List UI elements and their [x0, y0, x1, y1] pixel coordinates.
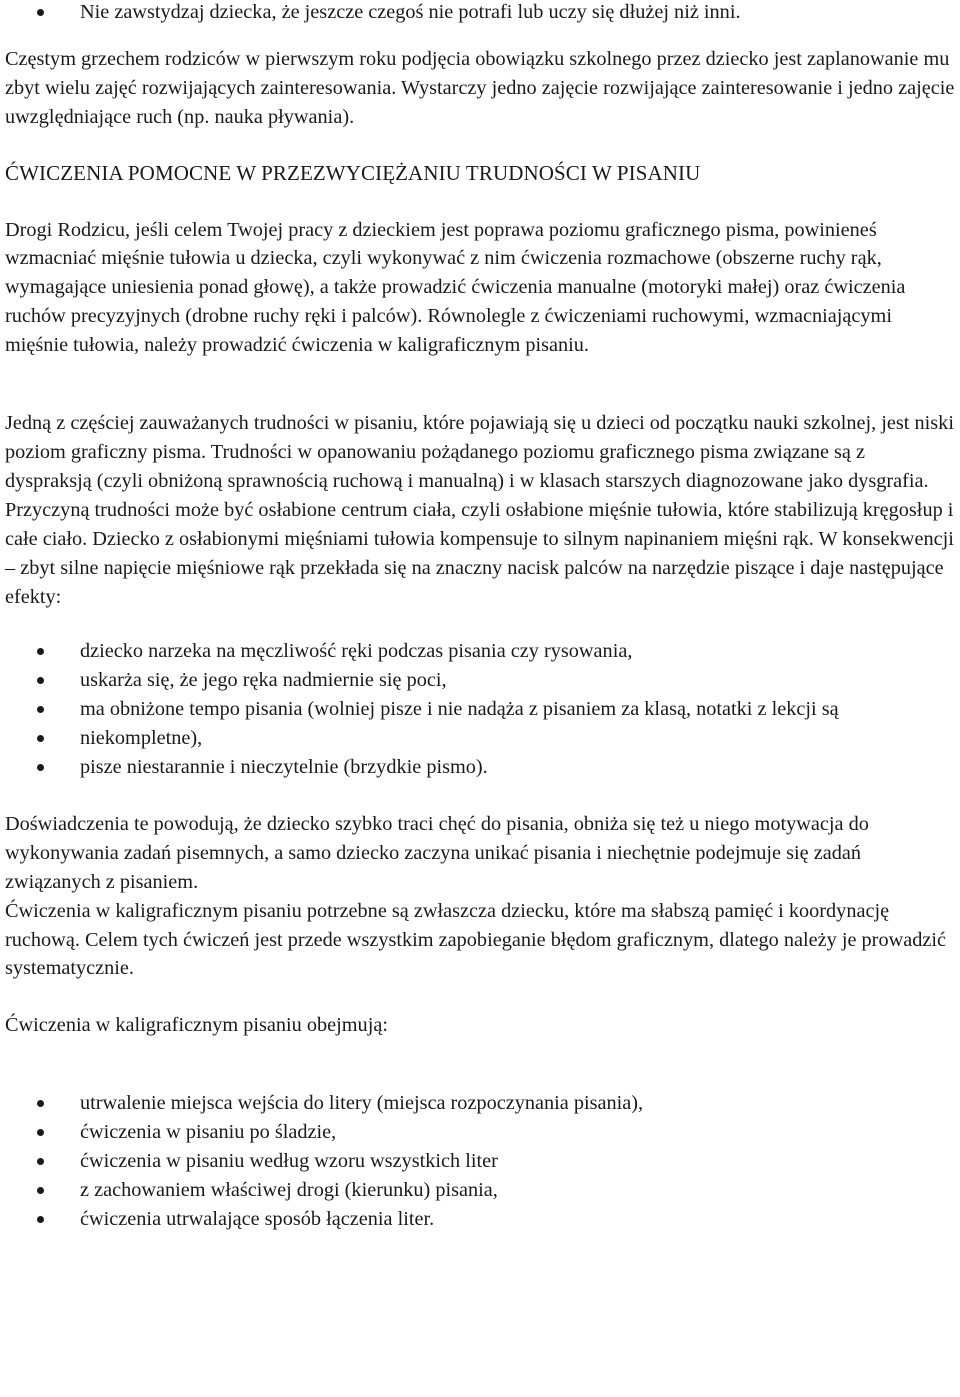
- list-item: z zachowaniem właściwej drogi (kierunku) pisania,: [5, 1176, 955, 1205]
- section-heading: ĆWICZENIA POMOCNE W PRZEZWYCIĘŻANIU TRUDNOŚCI W PISANIU: [5, 160, 701, 185]
- list-item: Nie zawstydzaj dziecka, że jeszcze czegoś nie potrafi lub uczy się dłużej niż inni.: [5, 0, 955, 27]
- list-item: ćwiczenia utrwalające sposób łączenia liter.: [5, 1205, 955, 1234]
- list-item: ma obniżone tempo pisania (wolniej pisze i nie nadąża z pisaniem za klasą, notatki z lekcji są: [5, 695, 955, 724]
- list-item: niekompletne),: [5, 724, 955, 753]
- difficulties-paragraph: Jedną z częściej zauważanych trudności w pisaniu, które pojawiają się u dzieci od początku nauki szkolnej, jest niski poziom graficzny pisma. Trudności w opanowaniu pożądanego poziomu graficznego pisma związane są z dyspraksją (czyli obniżoną sprawnością ruchową i manualną) i w klasach starszych diagnozowane jako dysgrafia. Przyczyną trudności może być osłabione centrum ciała, czyli osłabione mięśnie tułowia, które stabilizują kręgosłup i całe ciało. Dziecko z osłabionymi mięśniami tułowia kompensuje to silnym napinaniem mięśni rąk. W konsekwencji – zbyt silne napięcie mięśniowe rąk przekłada się na znaczny nacisk palców na narzędzie piszące i daje następujące efekty:: [5, 412, 954, 608]
- list-item: uskarża się, że jego ręka nadmiernie się poci,: [5, 666, 955, 695]
- document-page: [5, 0, 955, 1234]
- experiences-paragraph: Doświadczenia te powodują, że dziecko szybko traci chęć do pisania, obniża się też u niego motywacja do wykonywania zadań pisemnych, a samo dziecko zaczyna unikać pisania i niechętnie podejmuje się zadań związanych z pisaniem.: [5, 812, 869, 893]
- intro-paragraph: Częstym grzechem rodziców w pierwszym roku podjęcia obowiązku szkolnego przez dziecko jest zaplanowanie mu zbyt wielu zajęć rozwijających zainteresowania. Wystarczy jedno zajęcie rozwijające zainteresowanie i jedno zajęcie uwzględniające ruch (np. nauka pływania).: [5, 47, 955, 128]
- calligraphy-list: [5, 1089, 955, 1234]
- list-item: utrwalenie miejsca wejścia do litery (miejsca rozpoczynania pisania),: [5, 1089, 955, 1118]
- top-bullet-list: [5, 0, 955, 27]
- list-item: pisze niestarannie i nieczytelnie (brzydkie pismo).: [5, 753, 955, 782]
- calligraphy-intro: Ćwiczenia w kaligraficznym pisaniu obejmują:: [5, 1014, 388, 1037]
- list-item: dziecko narzeka na męczliwość ręki podczas pisania czy rysowania,: [5, 637, 955, 666]
- effects-list: [5, 637, 955, 782]
- list-item: ćwiczenia w pisaniu według wzoru wszystkich liter: [5, 1147, 955, 1176]
- calligraphy-paragraph: Ćwiczenia w kaligraficznym pisaniu potrzebne są zwłaszcza dziecku, które ma słabszą pamięć i koordynację ruchową. Celem tych ćwiczeń jest przede wszystkim zapobieganie błędom graficznym, dlatego należy je prowadzić systematycznie.: [5, 899, 947, 980]
- parent-paragraph: Drogi Rodzicu, jeśli celem Twojej pracy z dzieckiem jest poprawa poziomu graficznego pisma, powinieneś wzmacniać mięśnie tułowia u dziecka, czyli wykonywać z nim ćwiczenia rozmachowe (obszerne ruchy rąk, wymagające uniesienia ponad głowę), a także prowadzić ćwiczenia manualne (motoryki małej) oraz ćwiczenia ruchów precyzyjnych (drobne ruchy ręki i palców). Równolegle z ćwiczeniami ruchowymi, wzmacniającymi mięśnie tułowia, należy prowadzić ćwiczenia w kaligraficznym pisaniu.: [5, 218, 906, 357]
- list-item: ćwiczenia w pisaniu po śladzie,: [5, 1118, 955, 1147]
